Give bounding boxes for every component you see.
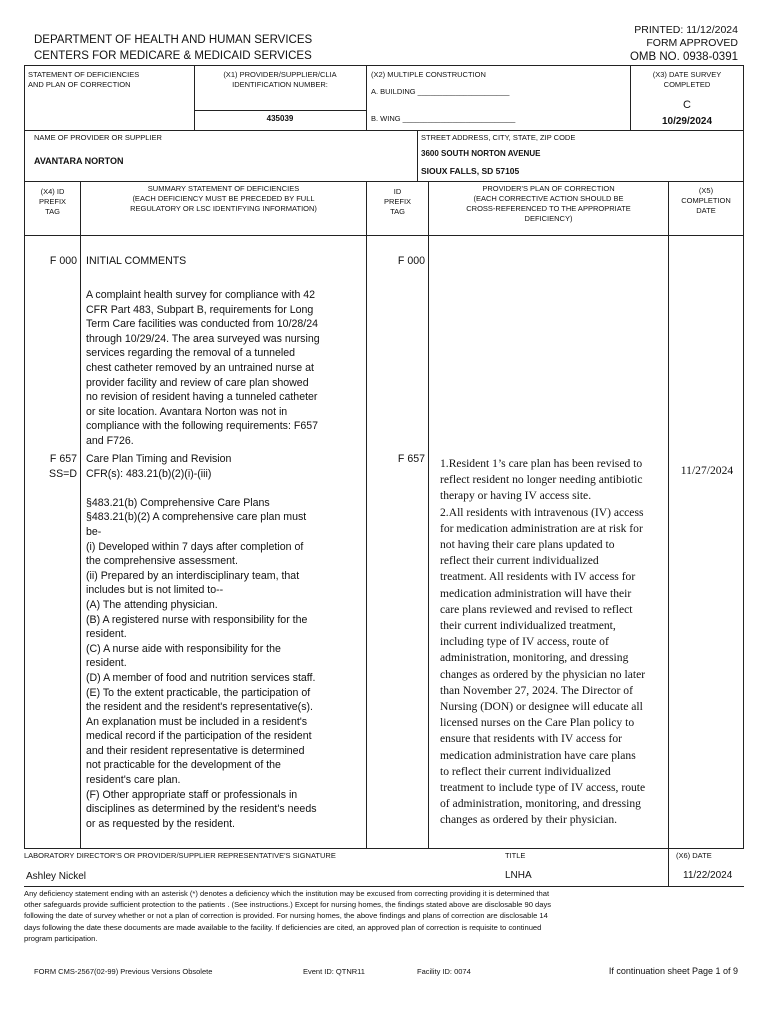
completion-date: 11/27/2024 [680, 464, 734, 477]
signature-date: 11/22/2024 [683, 870, 733, 881]
provider-name: AVANTARA NORTON [34, 156, 124, 166]
tag-f000: F 000 [49, 255, 77, 267]
address-label: STREET ADDRESS, CITY, STATE, ZIP CODE [421, 133, 576, 142]
survey-letter: C [683, 99, 691, 111]
plan-of-correction-text: 1.Resident 1’s care plan has been revised to reflect resident no longer needing antibiotic therapy or having IV access site. 2.All residents with intravenous (IV) access for medication administration are at risk for not having their care plans updated to reflect their current individualized treatment. All residents with IV access for medication administration will have their care plans reviewed and revised to reflect their current individualized treatment, including type of IV access, route of administration, monitoring, and dressing changes as ordered by the physician no later than November 27, 2024. The Director of Nursing (DON) or designee will educate all licensed nurses on the Care Plan policy to ensure that residents with IV access for medication administration have care plans to reflect their current individualized treatment to include type of IV access, route of administration, monitoring, and dressing changes as ordered by their physician. [440, 457, 646, 827]
x2-label: (X2) MULTIPLE CONSTRUCTION [371, 70, 486, 79]
provider-name-label: NAME OF PROVIDER OR SUPPLIER [34, 133, 162, 142]
printed-date: PRINTED: 11/12/2024 [634, 24, 738, 36]
survey-completed-date: 10/29/2024 [661, 116, 713, 127]
x3-label: (X3) DATE SURVEY COMPLETED [652, 70, 722, 89]
signer-name: Ashley Nickel [26, 871, 87, 882]
id-f657: F 657 [397, 453, 425, 465]
provider-id-number: 435039 [266, 114, 294, 123]
building-field: A. BUILDING ______________________ [371, 87, 510, 96]
omb-number: OMB NO. 0938-0391 [629, 51, 738, 63]
form-approved: FORM APPROVED [646, 37, 738, 49]
signature-label: LABORATORY DIRECTOR'S OR PROVIDER/SUPPLIER REPRESENTATIVE'S SIGNATURE [24, 851, 336, 860]
event-id: Event ID: QTNR11 [303, 967, 365, 976]
plan-column-header: PROVIDER'S PLAN OF CORRECTION (EACH CORRECTIVE ACTION SHOULD BE CROSS-REFERENCED TO THE APPROPRIATE DEFICIENCY) [466, 184, 631, 223]
signer-title: LNHA [505, 870, 532, 881]
initial-comments-text: A complaint health survey for compliance with 42 CFR Part 483, Subpart B, requirements for Long Term Care facilities was conducted from 10/28/24 through 10/29/24. The area surveyed was nursing services regarding the removal of a tunneled chest catheter removed by an untrained nurse at provider facility and review of care plan showed no revision of resident having a tunneled catheter or site location. Avantara Norton was not in compliance with the following requirements: F657 and F726. [86, 289, 320, 447]
id-column-header: ID PREFIX TAG [383, 187, 412, 216]
department-title: DEPARTMENT OF HEALTH AND HUMAN SERVICES [34, 34, 313, 46]
tag-f657: F 657 SS=D [49, 453, 77, 480]
statement-label: STATEMENT OF DEFICIENCIES AND PLAN OF CORRECTION [28, 70, 140, 89]
id-f000: F 000 [397, 255, 425, 267]
date-label: (X6) DATE [676, 851, 712, 860]
address-line2: SIOUX FALLS, SD 57105 [421, 166, 520, 176]
x1-label: (X1) PROVIDER/SUPPLIER/CLIA IDENTIFICATION NUMBER: [223, 70, 337, 89]
x4-column-header: (X4) ID PREFIX TAG [38, 187, 67, 216]
initial-comments-title: INITIAL COMMENTS [86, 255, 187, 267]
disclaimer-text: Any deficiency statement ending with an asterisk (*) denotes a deficiency which the institution may be excused from correcting providing it is determined that other safeguards provide sufficient protection to the patients . (See instructions.) Except for nursing homes, the findings stated above are disclosable 90 days following the date of survey whether or not a plan of correction is provided. For nursing homes, the above findings and plans of correction are disclosable 14 days following the date these documents are made available to the facility. If deficiencies are cited, an approved plan of correction is requisite to continued program participation. [24, 889, 552, 943]
title-label: TITLE [505, 851, 526, 860]
regulation-text: Care Plan Timing and Revision CFR(s): 483.21(b)(2)(i)-(iii) §483.21(b) Comprehensive Care Plans §483.21(b)(2) A comprehensive care plan must be- (i) Developed within 7 days after completion of the comprehensive assessment. (ii) Prepared by an interdisciplinary team, that includes but is not limited to-- (A) The attending physician. (B) A registered nurse with responsibility for the resident. (C) A nurse aide with responsibility for the resident. (D) A member of food and nutrition services staff. (E) To the extent practicable, the participation of the resident and the resident's representative(s). An explanation must be included in a resident's medical record if the participation of the resident and their resident representative is determined not practicable for the development of the resident's care plan. (F) Other appropriate staff or professionals in disciplines as determined by the resident's needs or as requested by the resident. [86, 453, 317, 830]
address-line1: 3600 SOUTH NORTON AVENUE [421, 149, 541, 158]
summary-column-header: SUMMARY STATEMENT OF DEFICIENCIES (EACH DEFICIENCY MUST BE PRECEDED BY FULL REGULATORY OR LSC IDENTIFYING INFORMATION) [130, 184, 317, 213]
page-indicator: If continuation sheet Page 1 of 9 [608, 966, 738, 976]
form-number: FORM CMS-2567(02-99) Previous Versions Obsolete [34, 967, 213, 976]
facility-id: Facility ID: 0074 [417, 967, 471, 976]
centers-title: CENTERS FOR MEDICARE & MEDICAID SERVICES [34, 50, 312, 62]
wing-field: B. WING ___________________________ [371, 114, 516, 123]
x5-column-header: (X5) COMPLETION DATE [681, 186, 731, 215]
